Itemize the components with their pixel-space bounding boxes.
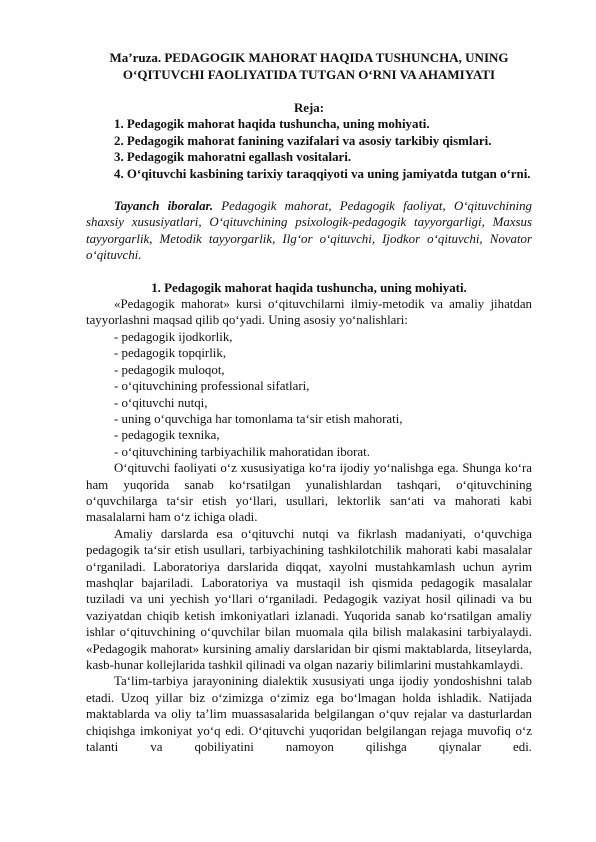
section-heading: 1. Pedagogik mahorat haqida tushuncha, uning mohiyati. bbox=[151, 280, 467, 295]
body-paragraph: Amaliy darslarda esa o‘qituvchi nutqi va fikrlash madaniyati, o‘quvchiga pedagogik ta‘sir etish usullari, tarbiyachining tashkilotchilik mahorati kabi masalalar o‘rganiladi. Laboratoriya darslarida diqqat, xayolni mustahkamlash uchun ayrim mashqlar bajariladi. Laboratoriya va mustaqil ish qismida pedagogik masalalar tuziladi va uni yechish yo‘llari o‘rganiladi. Pedagogik vaziyat hosil qilinadi va bu vaziyatdan chiqib ketish imkoniyatlari izlanadi. Yuqorida sanab ko‘rsatilgan amaliy ishlar o‘qituvchining o‘quvchilar bilan muomala qila bilish malakasini tarbiyalaydi. «Pedagogik mahorat» kursining amaliy darslaridan bir qismi maktablarda, litseylarda, kasb-hunar kollejlarida tashkil qilinadi va olgan nazariy bilimlarini mustahkamlaydi. bbox=[86, 526, 532, 672]
title-line-2: O‘QITUVCHI FAOLIYATIDA TUTGAN O‘RNI VA AHAMIYATI bbox=[122, 66, 496, 82]
plan-item: 3. Pedagogik mahoratni egallash vositalari. bbox=[114, 150, 352, 165]
plan-item: 4. O‘qituvchi kasbining tarixiy taraqqiyoti va uning jamiyatda tutgan o‘rni. bbox=[114, 166, 531, 181]
body-paragraph: O‘qituvchi faoliyati o‘z xususiyatiga ko‘ra ijodiy yo‘nalishga ega. Shunga ko‘ra ham yuqorida sanab ko‘rsatilgan yunalishlardan tashqari, o‘qituvchining o‘quvchilarga ta‘sir etish yo‘llari, usullari, lektorlik san‘ati va mahorati kabi masalalarni ham o‘z ichiga oladi. bbox=[86, 461, 532, 525]
list-item: - pedagogik topqirlik, bbox=[114, 346, 227, 361]
list-item: - pedagogik muloqot, bbox=[114, 362, 225, 377]
title-line-1: Ma’ruza. PEDAGOGIK MAHORAT HAQIDA TUSHUNCHA, UNING bbox=[109, 50, 509, 65]
plan-item: 1. Pedagogik mahorat haqida tushuncha, uning mohiyati. bbox=[114, 117, 430, 132]
key-terms-text: Pedagogik mahorat, Pedagogik faoliyat, O‘qituvchining shaxsiy xususiyatlari, O‘qituvchining psixologik-pedagogik tayyorgarligi, Maxsus tayyorgarlik, Metodik tayyorgarlik, Ilg‘or o‘qituvchi, Ijodkor o‘qituvchi, Novator o‘qituvchi. bbox=[86, 199, 532, 263]
plan-item: 2. Pedagogik mahorat fanining vazifalari va asosiy tarkibiy qismlari. bbox=[114, 133, 492, 148]
intro-paragraph: «Pedagogik mahorat» kursi o‘qituvchilarni ilmiy-metodik va amaliy jihatdan tayyorlashni maqsad qilib qo‘yadi. Uning asosiy yo‘nalishlari: bbox=[86, 297, 532, 328]
list-item: - pedagogik ijodkorlik, bbox=[114, 329, 233, 344]
list-item: - o‘qituvchi nutqi, bbox=[114, 395, 208, 410]
list-item: - o‘qituvchining professional sifatlari, bbox=[114, 379, 310, 394]
plan-heading: Reja: bbox=[293, 101, 325, 115]
plan-list bbox=[86, 116, 532, 182]
lecture-title bbox=[86, 50, 532, 83]
key-terms-paragraph bbox=[86, 198, 532, 264]
directions-list bbox=[86, 329, 532, 460]
list-item: - uning o‘quvchiga har tomonlama ta‘sir etish mahorati, bbox=[114, 411, 403, 426]
document-page bbox=[86, 50, 532, 755]
list-item: - pedagogik texnika, bbox=[114, 428, 220, 443]
list-item: - o‘qituvchining tarbiyachilik mahoratidan iborat. bbox=[114, 444, 370, 459]
key-terms-label: Tayanch iboralar. bbox=[114, 199, 214, 214]
body-paragraph: Ta‘lim-tarbiya jarayonining dialektik xususiyati unga ijodiy yondoshishni talab etadi. Uzoq yillar biz o‘zimizga o‘zimiz ega bo‘lmagan holda ishladik. Natijada maktablarda va oliy ta’lim muassasalarida belgilangan o‘quv rejalar va dasturlardan chiqishga imkoniyat yo‘q edi. O‘qituvchi yuqoridan belgilangan rejaga muvofiq o‘z talanti va qobiliyatini namoyon qilishga qiynalar edi. bbox=[86, 674, 532, 755]
